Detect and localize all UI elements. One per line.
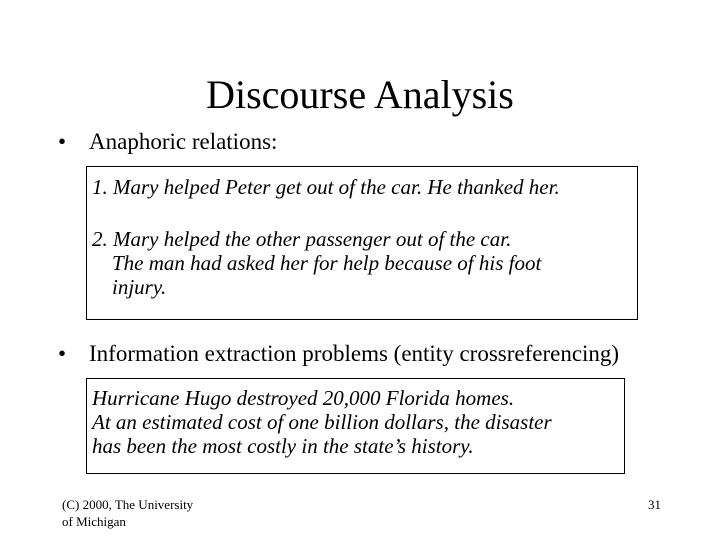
bullet-icon: • [58, 129, 67, 154]
example-line: 2. Mary helped the other passenger out of the car. [92, 227, 512, 251]
spacer [92, 199, 637, 227]
example-line: 1. Mary helped Peter get out of the car. He thanked her. [92, 175, 560, 199]
example-line: has been the most costly in the state’s history. [92, 434, 474, 458]
example-line: The man had asked her for help because of his foot [112, 251, 542, 275]
bullet-icon: • [58, 341, 67, 366]
example-line: Hurricane Hugo destroyed 20,000 Florida homes. [92, 386, 515, 410]
example-line: At an estimated cost of one billion dollars, the disaster [92, 410, 552, 434]
example-line: injury. [112, 275, 167, 299]
bullet-anaphoric-relations [58, 128, 277, 156]
bullet-text: Anaphoric relations: [89, 129, 278, 154]
example-box-information-extraction [86, 378, 625, 474]
bullet-text: Information extraction problems (entity crossreferencing) [89, 341, 620, 366]
footer-copyright-line: (C) 2000, The University [62, 497, 194, 512]
bullet-information-extraction [58, 340, 619, 368]
page-number: 31 [648, 497, 661, 512]
footer-copyright-line: of Michigan [62, 514, 126, 529]
footer-copyright [62, 496, 193, 530]
example-box-anaphora [86, 166, 638, 320]
slide-title: Discourse Analysis [206, 72, 514, 117]
